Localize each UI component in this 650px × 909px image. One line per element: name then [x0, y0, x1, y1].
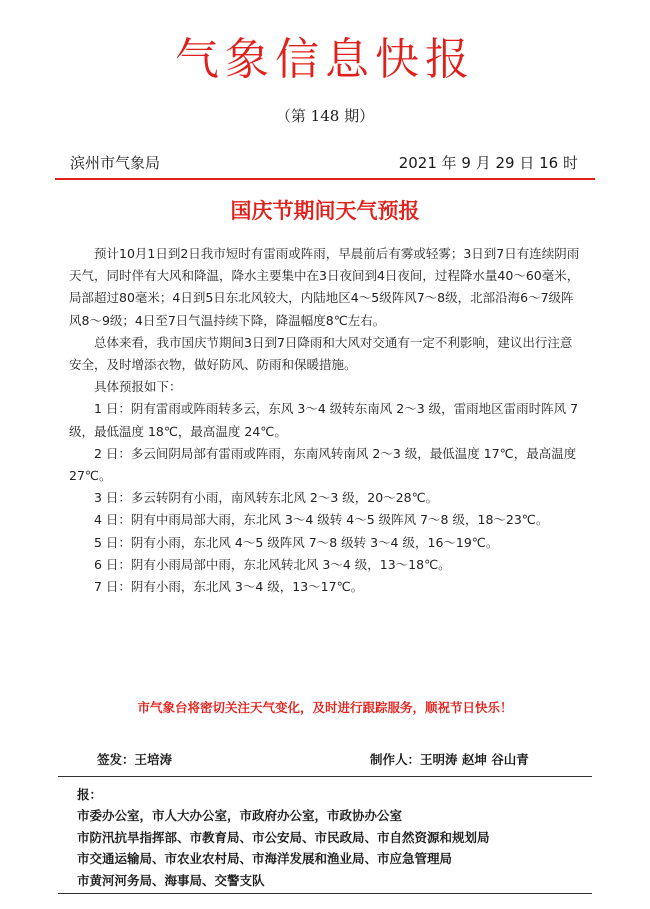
forecast-day-2: 2 日：多云间阴局部有雷雨或阵雨，东南风转南风 2～3 级，最低温度 17℃，最高温度 27℃。	[69, 445, 577, 484]
overall-assessment-paragraph: 总体来看，我市国庆节期间3日到7日降雨和大风对交通有一定不利影响，建议出行注意安全，及时增添衣物，做好防风、防雨和保暖措施。	[69, 334, 573, 373]
forecast-day-4: 4 日：阴有中雨局部大雨，东北风 3～4 级转 4～5 级阵风 7～8 级，18～23℃。	[94, 512, 549, 528]
closing-statement: 市气象台将密切关注天气变化，及时进行跟踪服务，顺祝节日快乐！	[137, 700, 513, 715]
report-headline: 国庆节期间天气预报	[230, 199, 420, 223]
distribution-divider-bottom	[58, 893, 592, 894]
distribution-line: 市交通运输局、市农业农村局、市海洋发展和渔业局、市应急管理局	[77, 851, 453, 866]
forecast-day-3: 3 日：多云转阴有小雨，南风转东北风 2～3 级，20～28℃。	[94, 490, 439, 506]
distribution-line: 市黄河河务局、海事局、交警支队	[77, 872, 265, 888]
masthead-title: 气象信息快报	[175, 34, 475, 85]
distribution-line: 市防汛抗旱指挥部、市教育局、市公安局、市民政局、市自然资源和规划局	[77, 829, 490, 845]
forecast-day-7: 7 日：阴有小雨，东北风 3～4 级，13～17℃。	[94, 579, 364, 595]
issue-number: （第 148 期）	[275, 107, 375, 125]
forecast-day-5: 5 日：阴有小雨，东北风 4～5 级阵风 7～8 级转 3～4 级，16～19℃。	[94, 534, 499, 550]
distribution-line: 市委办公室，市人大办公室，市政府办公室，市政协办公室	[77, 808, 403, 823]
distribution-divider-top	[58, 776, 592, 777]
preparers-list: 制作人：王明涛 赵坤 谷山青	[370, 752, 529, 767]
issuing-office: 滨州市气象局	[70, 154, 161, 172]
report-body	[69, 243, 581, 598]
distribution-list	[77, 805, 490, 891]
issue-date: 2021 年 9 月 29 日 16 时	[398, 154, 578, 172]
approver-signature: 签发：王培涛	[97, 752, 173, 767]
forecast-summary-paragraph: 预计10月1日到2日我市短时有雷雨或阵雨，早晨前后有雾或轻雾；3日到7日有连续阴雨天气，同时伴有大风和降温，降水主要集中在3日夜间到4日夜间，过程降水量40～60毫米，局部超过80毫米；4日到5日东北风较大，内陆地区4～5级阵风7～8级，北部沿海6～7级阵风8～9级；4日至7日气温持续下降，降温幅度8℃左右。	[69, 246, 580, 328]
forecast-day-1: 1 日：阴有雷雨或阵雨转多云，东风 3～4 级转东南风 2～3 级，雷雨地区雷雨时阵风 7 级，最低温度 18℃，最高温度 24℃。	[69, 401, 579, 439]
header-divider	[55, 178, 595, 180]
details-intro: 具体预报如下：	[94, 379, 182, 395]
forecast-day-6: 6 日：阴有小雨局部中雨，东北风转北风 3～4 级，13～18℃。	[94, 556, 451, 572]
distribution-label: 报：	[77, 787, 103, 802]
